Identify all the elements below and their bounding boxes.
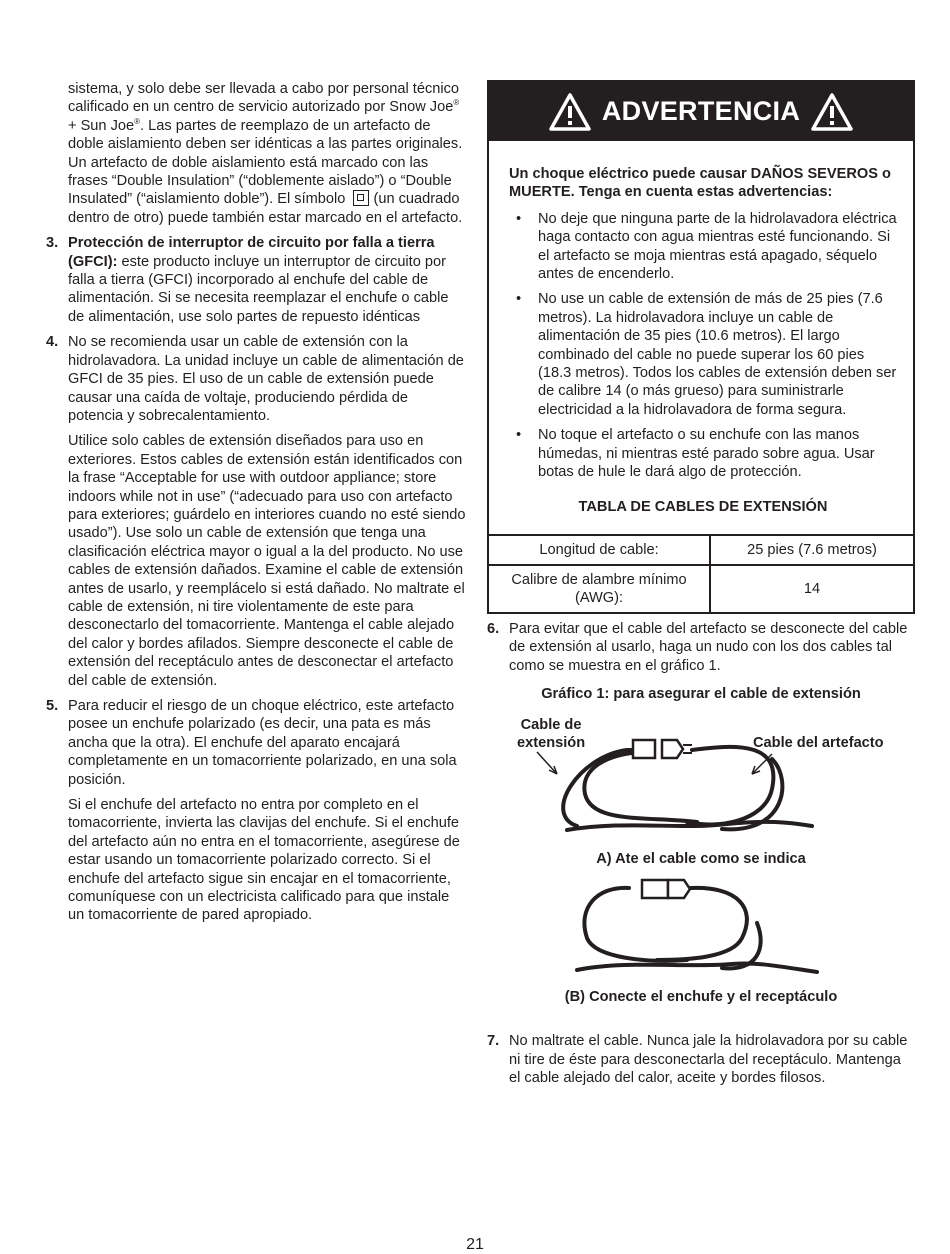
bullet-dot: • <box>516 427 522 444</box>
knot-figure-a <box>487 704 915 854</box>
continued-text-2: . Las partes de reemplazo de un artefacto de doble aislamiento deben ser idénticas a las partes originales. Un artefacto de doble aislamiento está marcado con las frases “Double Insulation” (“doblemente aislado”) o “Double Insulated” (“aislamiento doble”). El símbolo <box>68 117 463 208</box>
page-number: 21 <box>466 1236 484 1253</box>
item3-text: este producto incluye un interruptor de circuito por falla a tierra (GFCI) incorporado al enchufe del cable de alimentación. Si se necesita reemplazar el enchufe o cable de alimentación, use solo partes de repuesto idénticas <box>68 253 449 325</box>
figure-caption-a: A) Ate el cable como se indica <box>596 850 806 867</box>
item5-paragraph-1: Para reducir el riesgo de un choque eléctrico, este artefacto posee un enchufe polarizado (es decir, una pata es más ancha que la otra). El enchufe del aparato encajará completamente en un tomacorriente polarizado, en una sola posición. <box>68 698 457 788</box>
item3-heading: Protección de interruptor de circuito por falla a tierra (GFCI): <box>68 235 435 270</box>
table-row <box>488 535 914 565</box>
left-column <box>46 80 466 932</box>
warning-body <box>489 141 913 534</box>
list-number: 7. <box>487 1033 500 1050</box>
table-cell: 14 <box>710 565 914 613</box>
list-item-4 <box>46 333 466 690</box>
list-item-3 <box>46 234 466 326</box>
item4-paragraph-1: No se recomienda usar un cable de extensión con la hidrolavadora. La unidad incluye un cable de alimentación de GFCI de 35 pies. El uso de un cable de extensión puede causar una caída de voltaje, produciendo pérdida de potencia y sobrecalentamiento. <box>68 334 464 424</box>
continued-text-3: (un cuadrado dentro de otro) puede también estar marcado en el artefacto. <box>68 191 463 226</box>
warning-triangle-icon <box>810 92 854 132</box>
double-insulation-symbol-icon <box>353 190 369 206</box>
warning-title: ADVERTENCIA <box>601 96 801 127</box>
knot-diagram-b <box>487 868 915 978</box>
extension-cable-label: Cable de extensión <box>517 716 586 751</box>
knot-diagram-a <box>487 704 915 854</box>
list-number: 3. <box>46 235 59 252</box>
knot-figure-b <box>487 868 915 978</box>
list-number: 4. <box>46 334 59 351</box>
warning-bullet-text: No toque el artefacto o su enchufe con las manos húmedas, ni mientras esté parado sobre agua. Usar botas de hule le dará algo de protección. <box>538 427 875 481</box>
list-item-5 <box>46 697 466 925</box>
list-number: 6. <box>487 620 500 637</box>
bullet-dot: • <box>516 210 522 227</box>
item5-paragraph-2: Si el enchufe del artefacto no entra por completo en el tomacorriente, invierta las clavijas del enchufe. Si el enchufe del artefacto aún no entra en el tomacorriente, asegúrese de estar usando un tomacorriente polarizado correcto. Si el enchufe del artefacto sigue sin encajar en el tomacorriente, comuníquese con un electricista calificado para que instale un tomacorriente de pared apropiado. <box>68 797 460 924</box>
table-title: TABLA DE CABLES DE EXTENSIÓN <box>578 498 828 515</box>
warning-header <box>489 82 913 141</box>
table-row <box>488 565 914 613</box>
figure-caption-b: (B) Conecte el enchufe y el receptáculo <box>564 988 838 1005</box>
registered-mark: ® <box>453 98 460 108</box>
continued-text-brand: + Sun Joe <box>68 117 135 134</box>
list-number: 5. <box>46 698 59 714</box>
continued-text: sistema, y solo debe ser llevada a cabo por personal técnico calificado en un centro de servicio autorizado por Snow Joe <box>68 81 460 116</box>
figure-title: Gráfico 1: para asegurar el cable de extensión <box>541 686 861 703</box>
warning-bullet-text: No use un cable de extensión de más de 25 pies (7.6 metros). La hidrolavadora incluye un cable de alimentación de 35 pies (10.6 metros). El largo combinado del cable no puede superar los 60 pies (18.3 metros). Todos los cables de extensión deben ser de calibre 14 (o más grueso) para suministrarle electricidad a la hidrolavadora de forma segura. <box>538 291 897 418</box>
list-item-6 <box>487 620 915 675</box>
warning-triangle-icon <box>548 92 592 132</box>
registered-mark: ® <box>134 116 141 126</box>
table-cell: 25 pies (7.6 metros) <box>710 535 914 565</box>
warning-box <box>487 80 915 536</box>
right-column <box>487 80 915 1095</box>
continued-paragraph <box>46 80 466 227</box>
table-cell: Calibre de alambre mínimo (AWG): <box>488 565 710 613</box>
bullet-dot: • <box>516 291 522 308</box>
warning-bullet <box>509 210 897 284</box>
warning-bullet <box>509 290 897 419</box>
item6-text: Para evitar que el cable del artefacto se desconecte del cable de extensión al usarlo, haga un nudo con los dos cables tal como se muestra en el gráfico 1. <box>509 620 908 674</box>
warning-bullet-text: No deje que ninguna parte de la hidrolavadora eléctrica haga contacto con agua mientras esté funcionando. Si el artefacto se moja mientras está apagado, séquelo antes de encenderlo. <box>538 210 897 283</box>
appliance-cable-label: Cable del artefacto <box>753 734 884 751</box>
item7-text: No maltrate el cable. Nunca jale la hidrolavadora por su cable ni tire de éste para desconectarla del receptáculo. Mantenga el cable alejado del calor, aceite y bordes filosos. <box>509 1033 908 1087</box>
warning-bullet <box>509 426 897 481</box>
extension-cable-table <box>487 534 915 614</box>
warning-intro: Un choque eléctrico puede causar DAÑOS SEVEROS o MUERTE. Tenga en cuenta estas advertencias: <box>509 166 891 201</box>
item4-paragraph-2: Utilice solo cables de extensión diseñados para uso en exteriores. Estos cables de extensión están identificados con la frase “Acceptable for use with outdoor appliance; store indoors while not in use” (“adecuado para uso con artefacto para exteriores; guárdelo en interiores cuando no esté siendo usado”). Use solo un cable de extensión que tenga una clasificación eléctrica mayor o igual a la del producto. No use cables de extensión dañados. Examine el cable de extensión antes de usarlo, y reemplácelo si está dañado. No maltrate el cable de extensión, ni tire violentamente de este para desconectarlo del tomacorriente. Mantenga el cable alejado del calor y bordes afilados. Siempre desconecte el cable de extensión del receptáculo antes de desconectar el artefacto del cable de extensión. <box>68 433 466 689</box>
list-item-7 <box>487 1032 915 1087</box>
table-cell: Longitud de cable: <box>488 535 710 565</box>
